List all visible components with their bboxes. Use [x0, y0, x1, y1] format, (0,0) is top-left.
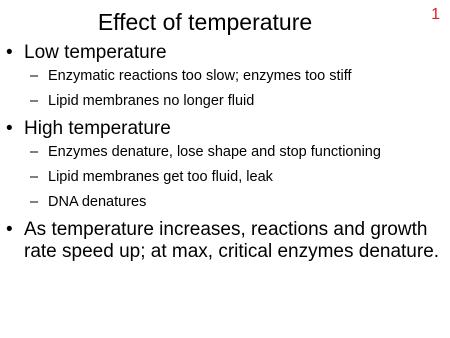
sub-bullet-text: Lipid membranes no longer fluid: [48, 93, 255, 109]
bullet-high-temperature: [0, 118, 450, 140]
sub-bullet-text: Enzymatic reactions too slow; enzymes too stiff: [48, 68, 352, 84]
bullet-text: Low temperature: [24, 42, 167, 63]
bullet-icon: •: [6, 219, 13, 240]
dash-icon: –: [30, 194, 39, 210]
sub-bullet: [0, 169, 450, 186]
dash-icon: –: [30, 169, 39, 185]
sub-bullet-text: DNA denatures: [48, 194, 147, 210]
bullet-low-temperature: [0, 42, 450, 64]
bullet-icon: •: [6, 118, 13, 139]
sub-bullet: [0, 194, 450, 211]
bullet-icon: •: [6, 42, 13, 63]
slide-number: 1: [431, 6, 440, 23]
sub-bullet: [0, 144, 450, 161]
dash-icon: –: [30, 93, 39, 109]
sub-bullet-text: Lipid membranes get too fluid, leak: [48, 169, 273, 185]
slide-title: Effect of temperature: [97, 9, 313, 35]
dash-icon: –: [30, 144, 39, 160]
sub-bullet: [0, 93, 450, 110]
dash-icon: –: [30, 68, 39, 84]
sub-bullet: [0, 68, 450, 85]
sub-list-low-temperature: [0, 68, 450, 110]
bullet-temperature-increases: [0, 219, 450, 263]
bullet-text: High temperature: [24, 118, 171, 139]
bullet-list: [0, 42, 450, 267]
bullet-text: As temperature increases, reactions and growth rate speed up; at max, critical enzymes denature.: [24, 219, 440, 262]
sub-bullet-text: Enzymes denature, lose shape and stop functioning: [48, 144, 381, 160]
sub-list-high-temperature: [0, 144, 450, 211]
